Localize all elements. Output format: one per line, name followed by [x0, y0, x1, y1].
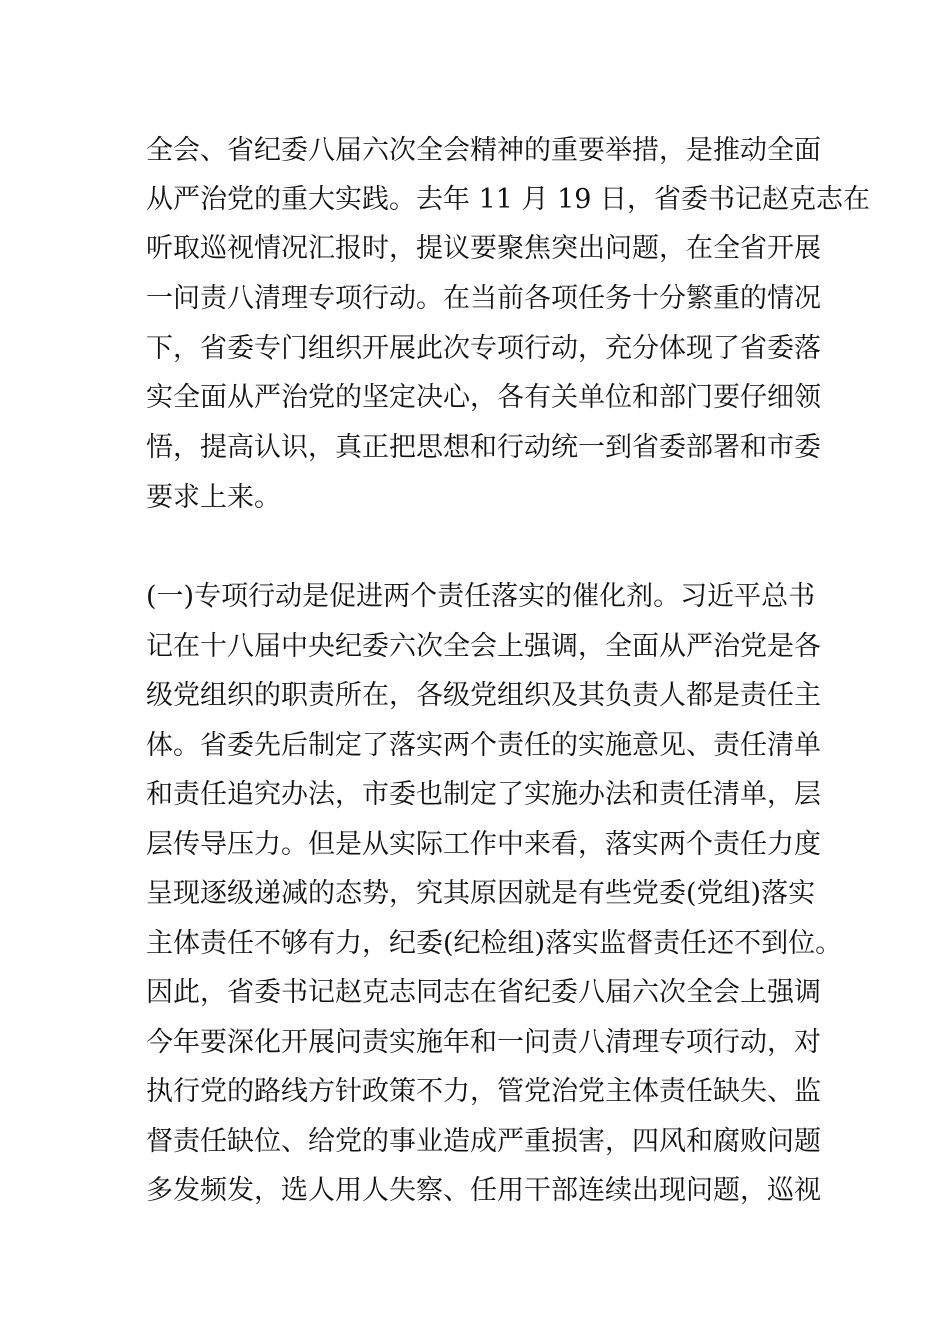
text-line: 体。省委先后制定了落实两个责任的实施意见、责任清单: [146, 730, 821, 761]
text-line: 督责任缺位、给党的事业造成严重损害，四风和腐败问题: [146, 1126, 821, 1157]
text-line: 和责任追究办法，市委也制定了实施办法和责任清单，层: [146, 779, 821, 810]
text-line: 今年要深化开展问责实施年和一问责八清理专项行动，对: [146, 1027, 821, 1058]
text-line: 执行党的路线方针政策不力，管党治党主体责任缺失、监: [146, 1076, 821, 1107]
text-line: 实全面从严治党的坚定决心，各有关单位和部门要仔细领: [146, 382, 821, 413]
text-line: 呈现逐级递减的态势，究其原因就是有些党委(党组)落实: [146, 878, 816, 909]
text-line: 下，省委专门组织开展此次专项行动，充分体现了省委落: [146, 333, 821, 364]
text-line: 主体责任不够有力，纪委(纪检组)落实监督责任还不到位。: [146, 928, 843, 959]
text-line: 一问责八清理专项行动。在当前各项任务十分繁重的情况: [146, 283, 821, 314]
text-line: 层传导压力。但是从实际工作中来看，落实两个责任力度: [146, 829, 821, 860]
text-line: 从严治党的重大实践。去年 11 月 19 日，省委书记赵克志在: [146, 184, 871, 215]
text-line: 全会、省纪委八届六次全会精神的重要举措，是推动全面: [146, 135, 821, 166]
text-line: 要求上来。: [146, 482, 281, 513]
text-line: 悟，提高认识，真正把思想和行动统一到省委部署和市委: [146, 432, 821, 463]
text-line: 因此，省委书记赵克志同志在省纪委八届六次全会上强调: [146, 977, 821, 1008]
text-line: 多发频发，选人用人失察、任用干部连续出现问题，巡视: [146, 1175, 821, 1206]
text-line: (一)专项行动是促进两个责任落实的催化剂。习近平总书: [146, 581, 816, 612]
text-line: 记在十八届中央纪委六次全会上强调，全面从严治党是各: [146, 631, 821, 662]
text-line: 级党组织的职责所在，各级党组织及其负责人都是责任主: [146, 680, 821, 711]
text-line: 听取巡视情况汇报时，提议要聚焦突出问题，在全省开展: [146, 233, 821, 264]
